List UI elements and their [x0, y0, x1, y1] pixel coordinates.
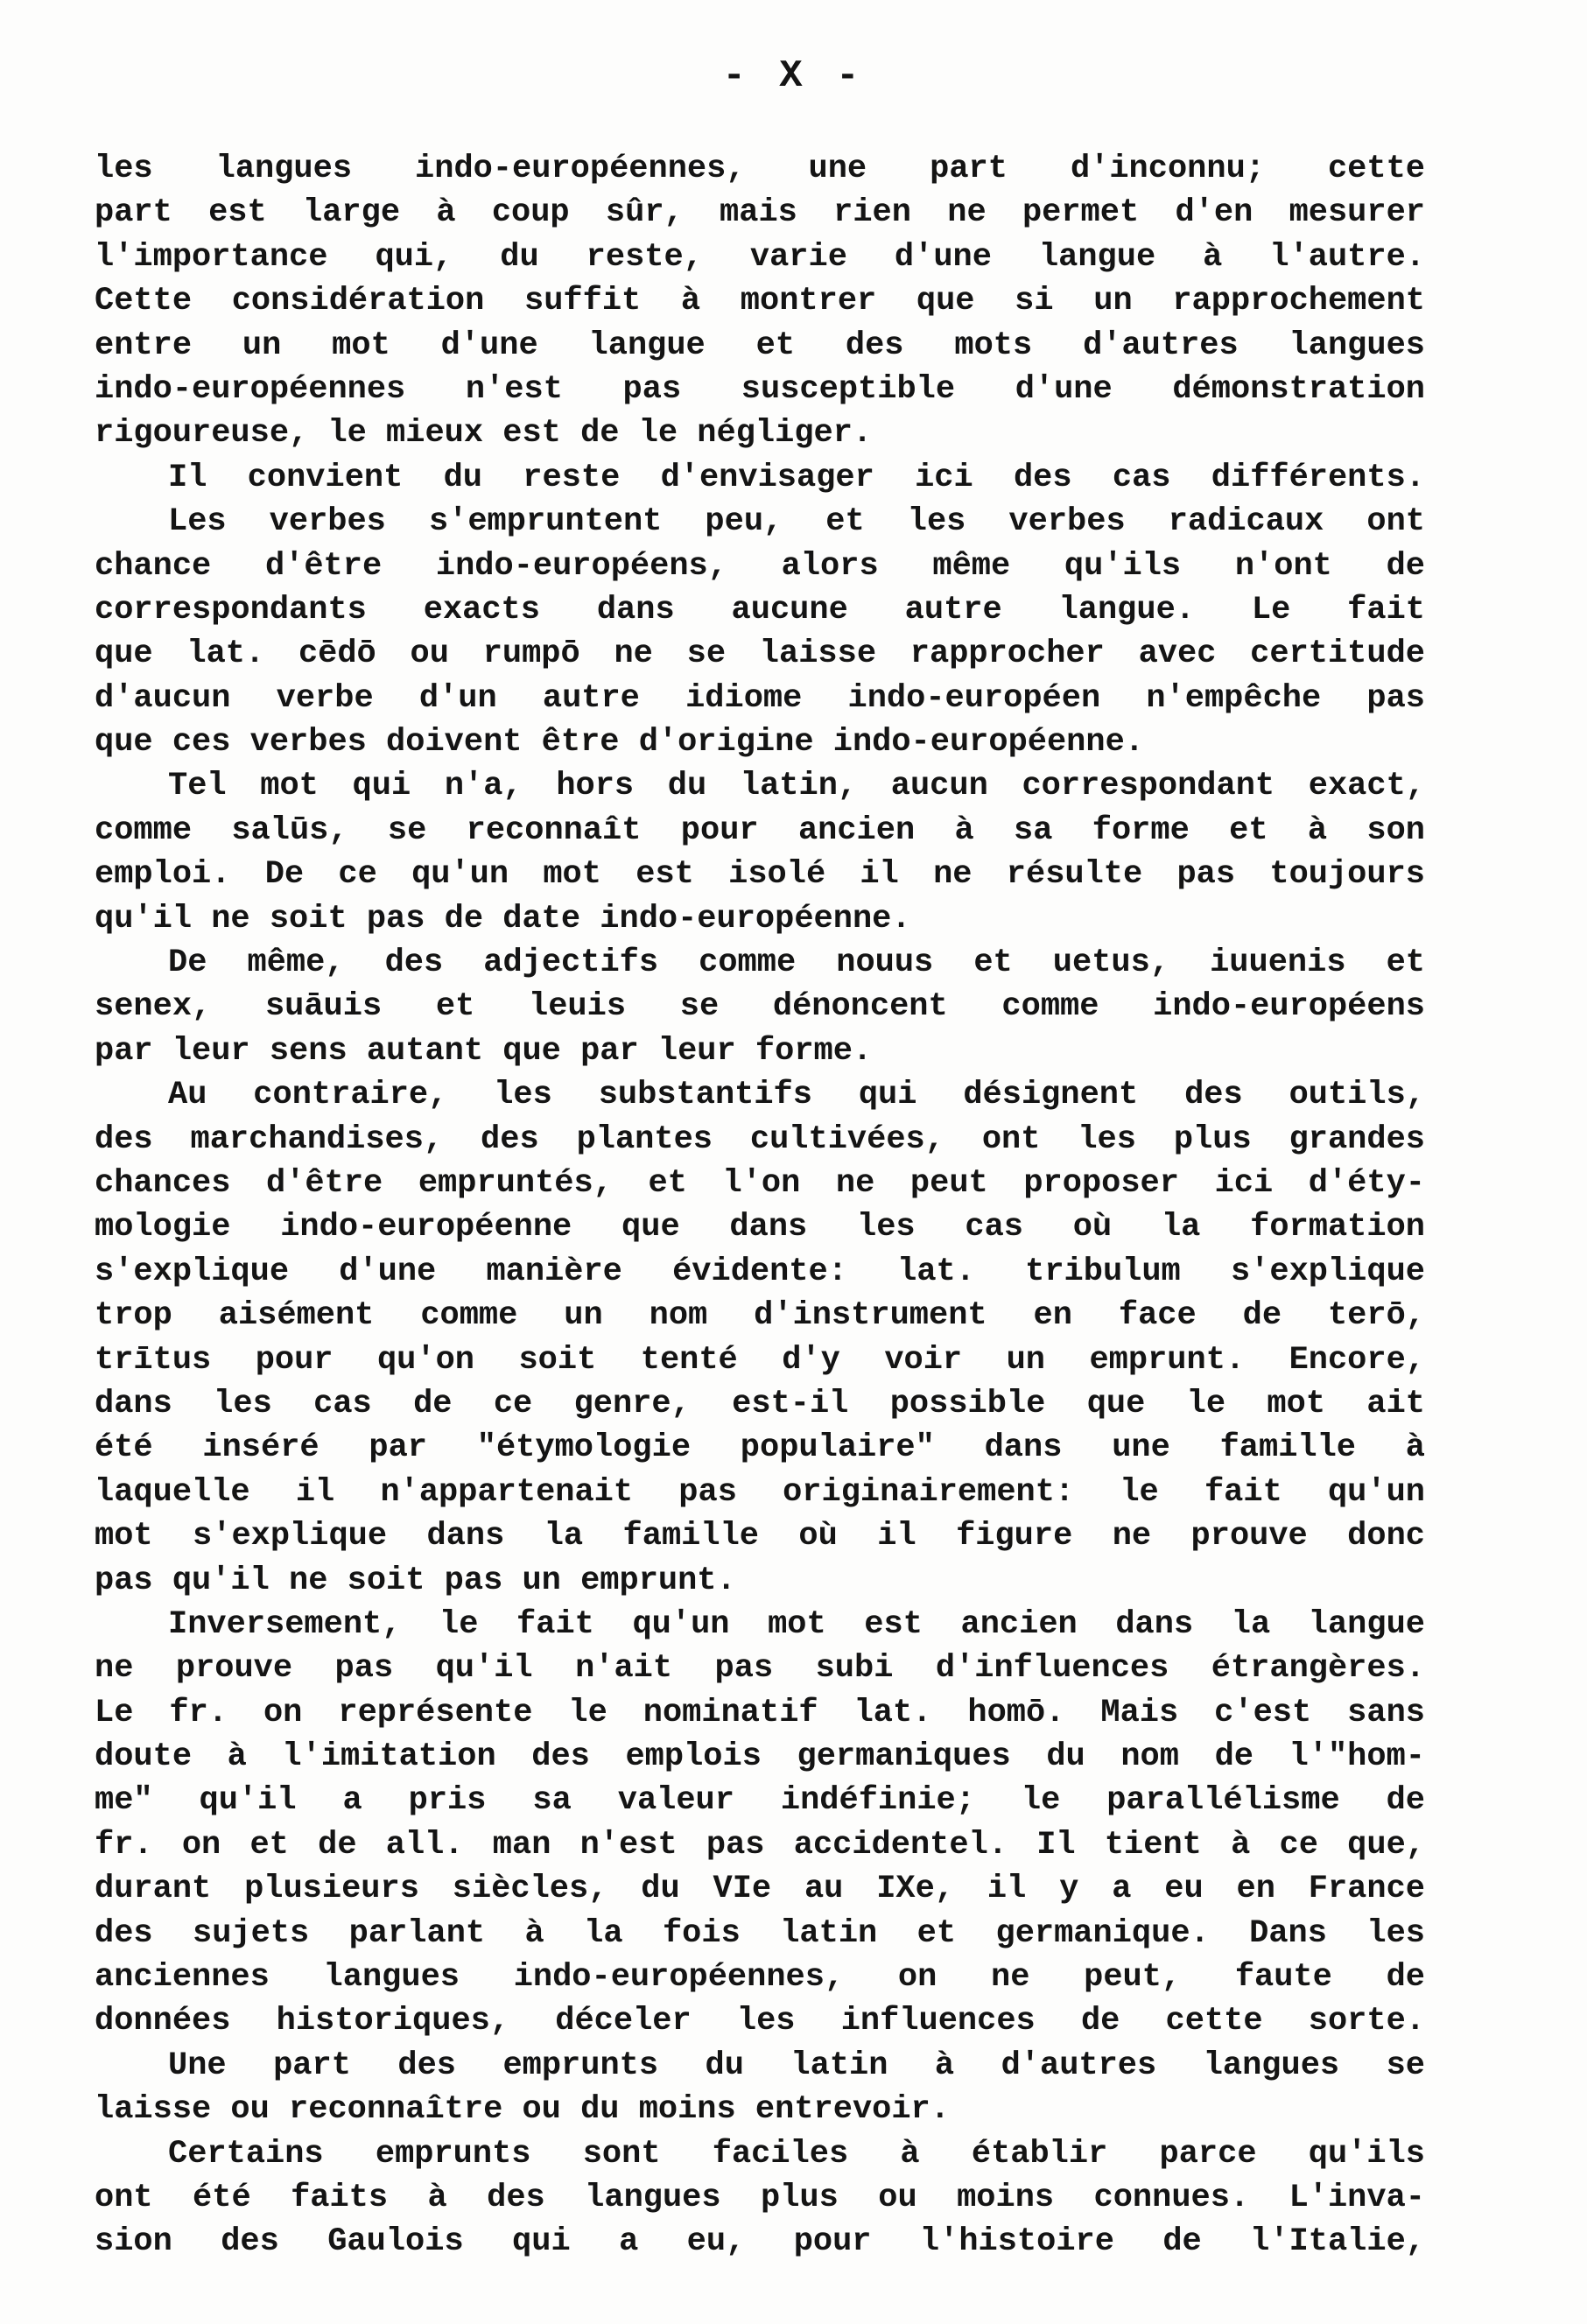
text-line: chance d'être indo-européens, alors même qu'ils n'ont de	[95, 547, 1425, 585]
text-line: l'importance qui, du reste, varie d'une langue à l'autre.	[95, 238, 1425, 276]
text-line: fr. on et de all. man n'est pas accidentel. Il tient à ce que,	[95, 1826, 1425, 1864]
text-line: données historiques, déceler les influences de cette sorte.	[95, 2003, 1425, 2040]
page-number: - X -	[722, 54, 865, 98]
text-line: durant plusieurs siècles, du VIe au IXe, il y a eu en France	[95, 1871, 1425, 1908]
text-line: part est large à coup sûr, mais rien ne permet d'en mesurer	[95, 194, 1425, 232]
text-line: qu'il ne soit pas de date indo-européenne.	[95, 900, 911, 937]
text-line: senex, suāuis et leuis se dénoncent comme indo-européens	[95, 988, 1425, 1026]
text-line: trītus pour qu'on soit tenté d'y voir un emprunt. Encore,	[95, 1341, 1425, 1379]
text-line: trop aisément comme un nom d'instrument en face de terō,	[95, 1297, 1425, 1335]
text-line: mot s'explique dans la famille où il figure ne prouve donc	[95, 1518, 1425, 1555]
text-line: me" qu'il a pris sa valeur indéfinie; le parallélisme de	[95, 1782, 1425, 1820]
text-line: chances d'être empruntés, et l'on ne peut proposer ici d'éty-	[95, 1164, 1425, 1202]
text-line: d'aucun verbe d'un autre idiome indo-européen n'empêche pas	[95, 679, 1425, 717]
text-line: Il convient du reste d'envisager ici des cas différents.	[168, 459, 1425, 496]
text-line: ont été faits à des langues plus ou moins connues. L'inva-	[95, 2179, 1425, 2216]
text-line: Certains emprunts sont faciles à établir parce qu'ils	[168, 2135, 1425, 2173]
text-line: par leur sens autant que par leur forme.	[95, 1032, 873, 1070]
text-line: que lat. cēdō ou rumpō ne se laisse rapprocher avec certitude	[95, 635, 1425, 673]
text-line: été inséré par "étymologie populaire" dans une famille à	[95, 1429, 1425, 1467]
text-line: des marchandises, des plantes cultivées, ont les plus grandes	[95, 1120, 1425, 1158]
text-line: les langues indo-européennes, une part d'inconnu; cette	[95, 151, 1425, 187]
text-line: laquelle il n'appartenait pas originairement: le fait qu'un	[95, 1473, 1425, 1511]
text-line: De même, des adjectifs comme nouus et uetus, iuuenis et	[168, 944, 1425, 982]
body-text	[95, 147, 1425, 2264]
text-line: sion des Gaulois qui a eu, pour l'histoire de l'Italie,	[95, 2223, 1425, 2261]
text-line: que ces verbes doivent être d'origine indo-européenne.	[95, 724, 1144, 762]
text-line: des sujets parlant à la fois latin et germanique. Dans les	[95, 1914, 1425, 1952]
text-line: Une part des emprunts du latin à d'autres langues se	[168, 2047, 1425, 2084]
text-line: dans les cas de ce genre, est-il possible que le mot ait	[95, 1385, 1425, 1422]
text-line: anciennes langues indo-européennes, on ne peut, faute de	[95, 1959, 1425, 1997]
text-line: rigoureuse, le mieux est de le négliger.	[95, 415, 873, 453]
text-line: indo-européennes n'est pas susceptible d'une démonstration	[95, 370, 1425, 408]
text-line: Le fr. on représente le nominatif lat. homō. Mais c'est sans	[95, 1694, 1425, 1731]
text-line: ne prouve pas qu'il n'ait pas subi d'influences étrangères.	[95, 1650, 1425, 1688]
text-line: mologie indo-européenne que dans les cas où la formation	[95, 1209, 1425, 1246]
text-line: correspondants exacts dans aucune autre langue. Le fait	[95, 591, 1425, 628]
text-line: Tel mot qui n'a, hors du latin, aucun correspondant exact,	[168, 768, 1425, 805]
text-line: Inversement, le fait qu'un mot est ancien dans la langue	[168, 1605, 1425, 1643]
text-line: doute à l'imitation des emplois germaniques du nom de l'"hom-	[95, 1738, 1425, 1776]
text-line: s'explique d'une manière évidente: lat. tribulum s'explique	[95, 1253, 1425, 1290]
text-line: Au contraire, les substantifs qui désignent des outils,	[168, 1077, 1425, 1114]
text-line: comme salūs, se reconnaît pour ancien à sa forme et à son	[95, 811, 1425, 849]
text-line: emploi. De ce qu'un mot est isolé il ne résulte pas toujours	[95, 856, 1425, 894]
text-line: entre un mot d'une langue et des mots d'autres langues	[95, 326, 1425, 364]
text-line: Cette considération suffit à montrer que si un rapprochement	[95, 283, 1425, 320]
text-line: pas qu'il ne soit pas un emprunt.	[95, 1562, 736, 1599]
text-line: Les verbes s'empruntent peu, et les verbes radicaux ont	[168, 503, 1425, 541]
text-line: laisse ou reconnaître ou du moins entrevoir.	[95, 2091, 950, 2129]
